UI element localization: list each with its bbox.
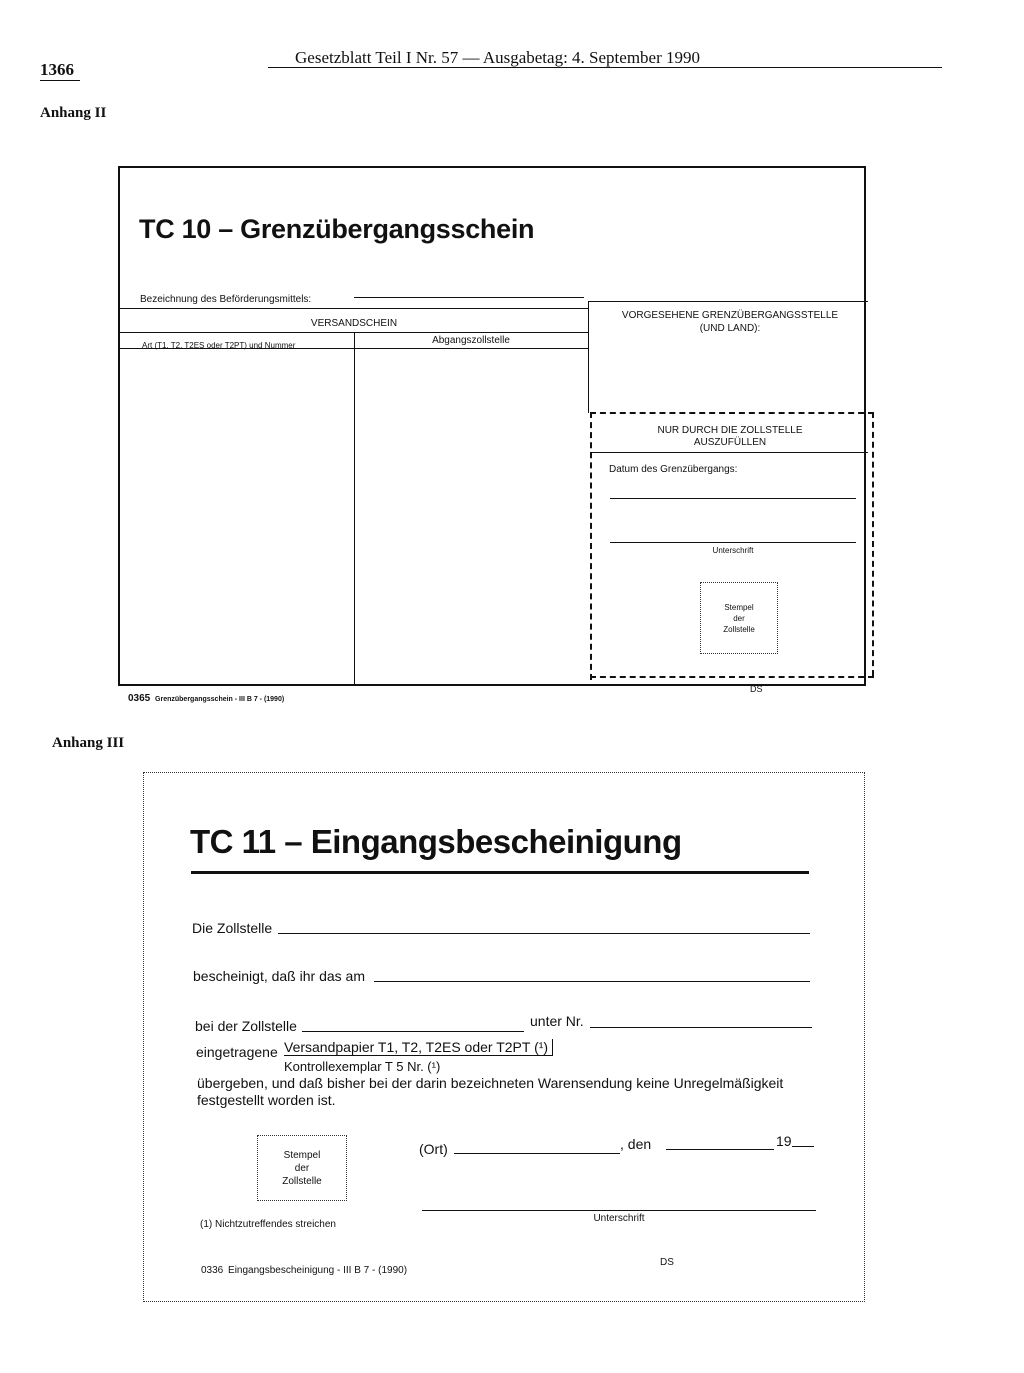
tc11-form [143,772,865,1302]
stamp-line-1: Stempel [283,1149,321,1161]
bescheinigt-label: bescheinigt, daß ihr das am [193,968,365,984]
dashed-left [590,412,592,680]
tc10-footer-text: Grenzübergangsschein - III B 7 - (1990) [155,696,285,703]
unter-nr-label: unter Nr. [530,1013,584,1029]
zollstelle-line [278,933,810,934]
bescheinigt-line [374,981,810,982]
date-line [666,1149,774,1150]
stamp-line-2: der [294,1162,310,1174]
right-section-divider [588,301,589,413]
dashed-right [872,412,874,676]
eingetragene-label: eingetragene [196,1044,278,1060]
signature-line [610,542,856,543]
right-section-top-line [588,301,868,302]
bei-zollstelle-label: bei der Zollstelle [195,1018,297,1034]
tc11-footer-text: Eingangsbescheinigung - III B 7 - (1990) [228,1265,408,1276]
border-office-line-1: VORGESEHENE GRENZÜBERGANGSSTELLE [621,310,839,321]
tc10-ds: DS [750,684,763,694]
border-office-line-2: (UND LAND): [699,323,761,334]
year-line [792,1146,814,1147]
year-prefix: 19 [776,1133,792,1149]
vehicle-label: Bezeichnung des Beförderungsmittels: [140,294,312,305]
stamp-line-3: Zollstelle [723,624,755,634]
dashed-bottom [590,676,874,678]
versandpapier-option: Versandpapier T1, T2, T2ES oder T2PT (¹) [284,1039,553,1056]
bei-zollstelle-line [302,1031,524,1032]
border-office-label [592,309,868,335]
signature-label: Unterschrift [593,1213,645,1224]
tc11-footer-code: 0336 [201,1265,224,1276]
tc10-form [118,166,866,686]
footnote: (1) Nichtzutreffendes streichen [200,1219,336,1230]
date-line [610,498,856,499]
date-label: Datum des Grenzübergangs: [609,464,738,475]
customs-only-line-2: AUSZUFÜLLEN [693,437,767,448]
tc10-title: TC 10 – Grenzübergangsschein [139,214,535,244]
den-label: , den [620,1136,652,1152]
versandschein-heading: VERSANDSCHEIN [310,318,398,329]
vehicle-line [354,297,584,298]
tc11-title: TC 11 – Eingangsbescheinigung [190,823,682,860]
stamp-box [257,1135,347,1201]
unter-nr-line [590,1027,812,1028]
stamp-box [700,582,778,654]
stamp-line-2: der [733,613,745,623]
zollstelle-label: Die Zollstelle [192,920,273,936]
ort-label: (Ort) [419,1141,448,1157]
annex-2-label: Anhang II [40,105,107,121]
header-rule-left [40,80,80,81]
signature-line [422,1210,816,1211]
uebergeben-text [197,1075,783,1109]
tc10-footer [128,693,284,704]
dashed-top [590,412,874,414]
stamp-line-1: Stempel [724,602,754,612]
tc11-footer [201,1265,407,1276]
stamp-line-3: Zollstelle [282,1175,322,1187]
header-rule [268,67,942,68]
page-number: 1366 [40,60,74,79]
title-rule [191,871,809,874]
kontrollexemplar-option: Kontrollexemplar T 5 Nr. (¹) [284,1059,441,1074]
uebergeben-line-2: festgestellt worden ist. [197,1092,336,1108]
uebergeben-line-1: übergeben, und daß bisher bei der darin bezeichneten Warensendung keine Unregelmäßigkeit [197,1075,784,1091]
column-divider [354,332,355,684]
tc11-ds: DS [660,1257,674,1268]
customs-only-label [592,425,868,449]
col-abgang-header: Abgangszollstelle [432,335,510,346]
versand-top-line [120,308,588,309]
ort-line [454,1153,620,1154]
customs-divider [590,452,868,453]
signature-label: Unterschrift [712,546,754,555]
customs-only-line-1: NUR DURCH DIE ZOLLSTELLE [657,425,803,436]
running-title: Gesetzblatt Teil I Nr. 57 — Ausgabetag: 4. September 1990 [295,48,700,67]
tc10-footer-code: 0365 [128,693,151,704]
annex-3-label: Anhang III [52,735,125,751]
col-art-header: Art (T1, T2, T2ES oder T2PT) und Nummer [142,341,296,350]
